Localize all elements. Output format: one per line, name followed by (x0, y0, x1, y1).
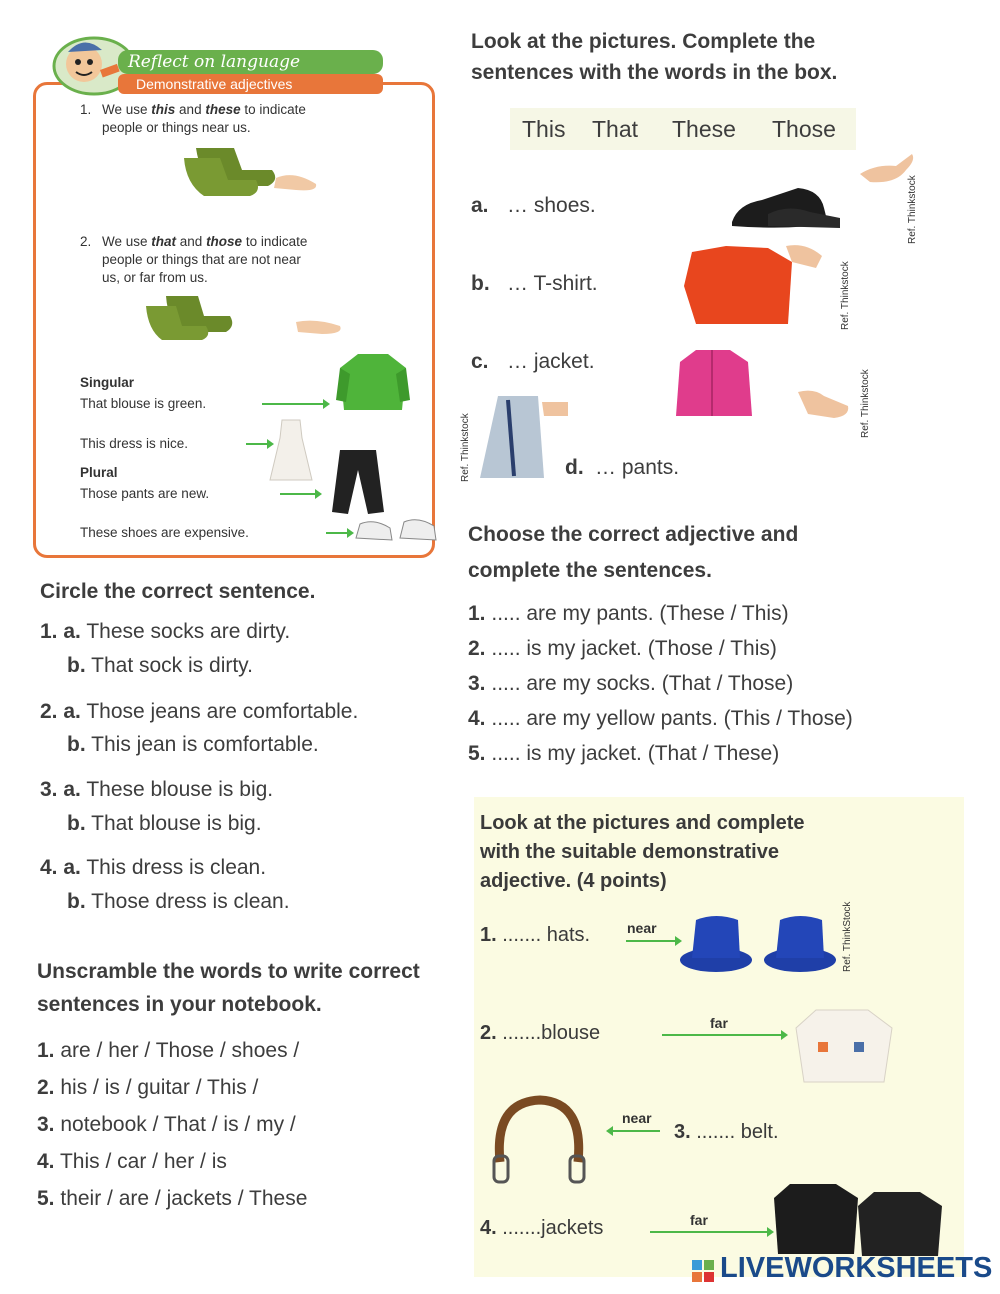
black-pants-image (330, 448, 386, 516)
circle-item-2-a: 2. a. Those jeans are comfortable. (40, 700, 359, 723)
example-dress: This dress is nice. (80, 436, 189, 451)
arrow-icon (662, 1034, 782, 1036)
liveworksheets-brand: LIVEWORKSHEETS (720, 1252, 993, 1284)
socks-far-image (136, 292, 356, 354)
circle-item-3-b: b. That blouse is big. (67, 812, 262, 835)
arrow-icon (626, 940, 676, 942)
item-b-letter: b. (471, 272, 490, 295)
unscramble-item-5: 5. their / are / jackets / These (37, 1187, 308, 1210)
circle-item-4-b: b. Those dress is clean. (67, 890, 290, 913)
example-blouse: That blouse is green. (80, 396, 207, 411)
circle-item-3-a: 3. a. These blouse is big. (40, 778, 274, 801)
suitable-item-2: 2. .......blouse (480, 1022, 601, 1044)
circle-item-1-b: b. That sock is dirty. (67, 654, 253, 677)
choose-heading-line2: complete the sentences. (468, 559, 712, 582)
black-shoes-image (728, 182, 844, 232)
item-a-letter: a. (471, 194, 489, 217)
rule-1-text: We use this and these to indicate (102, 102, 306, 117)
credit-c: Ref. Thinkstock (860, 369, 871, 438)
rule-2-num: 2. (80, 234, 92, 249)
rule-1-num: 1. (80, 102, 92, 117)
unscramble-item-4: 4. This / car / her / is (37, 1150, 227, 1173)
arrow-icon (650, 1231, 768, 1233)
example-pants: Those pants are new. (80, 486, 210, 501)
reflect-subtitle: Demonstrative adjectives (136, 76, 293, 92)
arrow-icon (262, 403, 324, 405)
word-those: Those (772, 116, 836, 142)
arrow-icon (246, 443, 268, 445)
unscramble-heading-line1: Unscramble the words to write correct (37, 960, 420, 983)
white-blouse-image (792, 1002, 896, 1086)
near-label-3: near (622, 1110, 652, 1126)
circle-item-4-a: 4. a. This dress is clean. (40, 856, 267, 879)
unscramble-item-1: 1. are / her / Those / shoes / (37, 1039, 300, 1062)
choose-item-2: 2. ..... is my jacket. (Those / This) (468, 637, 777, 660)
near-label-1: near (627, 920, 657, 936)
reflect-title: Reflect on language (128, 52, 301, 72)
blue-hats-image (678, 908, 838, 978)
credit-hats: Ref. ThinkStock (842, 901, 853, 972)
black-jackets-image (774, 1178, 956, 1258)
item-a-text: … shoes. (507, 194, 596, 217)
unscramble-heading-line2: sentences in your notebook. (37, 993, 322, 1016)
arrow-icon (612, 1130, 660, 1132)
word-box (510, 108, 856, 150)
item-c-letter: c. (471, 350, 489, 373)
choose-heading-line1: Choose the correct adjective and (468, 523, 799, 546)
unscramble-item-2: 2. his / is / guitar / This / (37, 1076, 259, 1099)
pictures-heading-line1: Look at the pictures. Complete the (471, 30, 816, 53)
circle-item-1-a: 1. a. These socks are dirty. (40, 620, 291, 643)
unscramble-item-3: 3. notebook / That / is / my / (37, 1113, 296, 1136)
rule-1-line2: people or things near us. (102, 120, 251, 135)
far-label-2: far (710, 1015, 728, 1031)
credit-b: Ref. Thinkstock (840, 261, 851, 330)
pink-jacket-image (674, 344, 754, 420)
belt-image (484, 1092, 594, 1188)
item-b-text: … T-shirt. (507, 272, 598, 295)
word-that: That (592, 116, 639, 142)
suitable-heading-line3: adjective. (4 points) (480, 870, 667, 892)
example-shoes: These shoes are expensive. (80, 525, 249, 540)
suitable-item-4: 4. .......jackets (480, 1217, 604, 1239)
plural-label: Plural (80, 465, 118, 480)
arrow-icon (280, 493, 316, 495)
far-label-4: far (690, 1212, 708, 1228)
suitable-item-1: 1. ....... hats. (480, 924, 591, 946)
green-blouse-image (336, 348, 410, 418)
pointing-hand-far-icon (794, 384, 852, 424)
credit-d: Ref. Thinkstock (460, 413, 471, 482)
rule-2-line3: us, or far from us. (102, 270, 208, 285)
suitable-item-3: 3. ....... belt. (674, 1121, 779, 1143)
circle-item-2-b: b. This jean is comfortable. (67, 733, 319, 756)
word-these: These (672, 116, 736, 142)
rule-2-text: We use that and those to indicate (102, 234, 308, 249)
circle-heading: Circle the correct sentence. (40, 580, 316, 603)
socks-near-image (176, 140, 326, 202)
pictures-heading-line2: sentences with the words in the box. (471, 61, 838, 84)
choose-item-4: 4. ..... are my yellow pants. (This / Those) (468, 707, 853, 730)
arrow-icon (326, 532, 348, 534)
credit-a: Ref. Thinkstock (907, 175, 918, 244)
choose-item-3: 3. ..... are my socks. (That / Those) (468, 672, 794, 695)
item-c-text: … jacket. (507, 350, 595, 373)
suitable-heading-line2: with the suitable demonstrative (480, 841, 779, 863)
choose-item-5: 5. ..... is my jacket. (That / These) (468, 742, 780, 765)
white-dress-image (268, 418, 314, 484)
choose-item-1: 1. ..... are my pants. (These / This) (468, 602, 789, 625)
singular-label: Singular (80, 375, 135, 390)
red-tshirt-image (676, 238, 826, 328)
sneakers-image (354, 514, 438, 544)
rule-2-line2: people or things that are not near (102, 252, 301, 267)
word-this: This (522, 116, 566, 142)
grey-pants-image (478, 390, 574, 482)
suitable-heading-line1: Look at the pictures and complete (480, 812, 805, 834)
item-d-text: … pants. (595, 456, 680, 479)
liveworksheets-logo-icon (692, 1260, 716, 1282)
item-d-letter: d. (565, 456, 584, 479)
